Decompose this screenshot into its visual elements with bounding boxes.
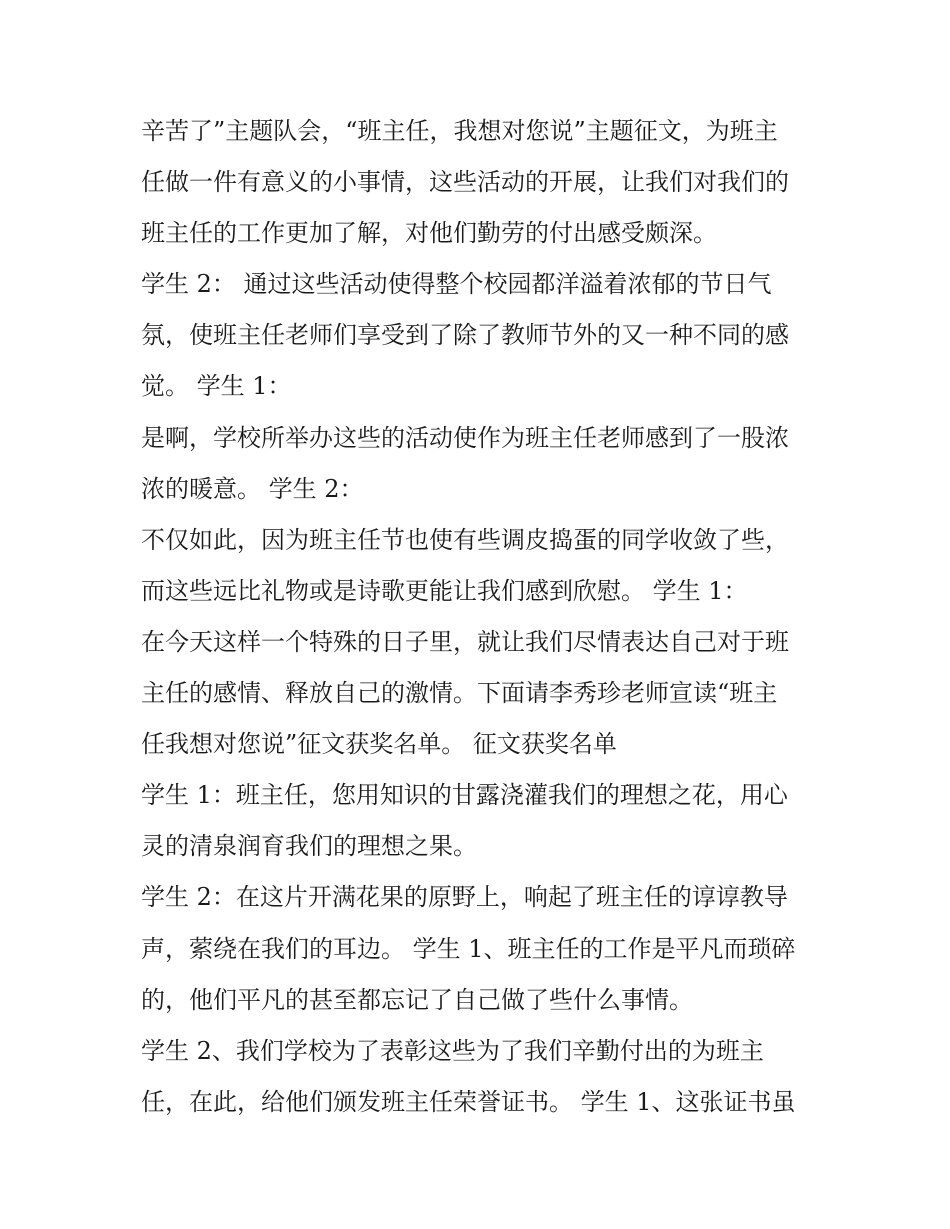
text-line: 任我想对您说”征文获奖名单。 征文获奖名单 [141, 730, 617, 759]
text-line: 是啊，学校所举办这些的活动使作为班主任老师感到了一股浓 [141, 423, 789, 452]
text-line: 而这些远比礼物或是诗歌更能让我们感到欣慰。 学生 1： [141, 576, 748, 605]
text-line: 的，他们平凡的甚至都忘记了自己做了些什么事情。 [141, 985, 693, 1014]
text-line: 班主任的工作更加了解，对他们勤劳的付出感受颇深。 [141, 219, 717, 248]
text-line: 声，萦绕在我们的耳边。 学生 1、班主任的工作是平凡而琐碎 [141, 934, 796, 963]
document-body [141, 106, 813, 1128]
text-line: 不仅如此，因为班主任节也使有些调皮捣蛋的同学收敛了些， [141, 525, 789, 554]
text-line: 学生 2、我们学校为了表彰这些为了我们辛勤付出的为班主 [141, 1036, 764, 1065]
text-line: 任做一件有意义的小事情，这些活动的开展，让我们对我们的 [141, 168, 789, 197]
text-line: 辛苦了”主题队会，“班主任，我想对您说”主题征文，为班主 [141, 117, 778, 145]
text-line: 在今天这样一个特殊的日子里，就让我们尽情表达自己对于班 [141, 627, 789, 656]
text-line: 任，在此，给他们颁发班主任荣誉证书。 学生 1、这张证书虽 [141, 1087, 796, 1116]
text-line: 主任的感情、释放自己的激情。下面请李秀珍老师宣读“班主 [141, 679, 778, 708]
text-line: 学生 2：在这片开满花果的原野上，响起了班主任的谆谆教导 [141, 883, 788, 912]
text-line: 灵的清泉润育我们的理想之果。 [141, 832, 477, 861]
text-line: 学生 2： 通过这些活动使得整个校园都洋溢着浓郁的节日气 [141, 270, 772, 299]
text-line: 学生 1：班主任，您用知识的甘露浇灌我们的理想之花，用心 [141, 781, 788, 810]
text-line: 浓的暖意。 学生 2： [141, 474, 364, 503]
text-line: 觉。 学生 1： [141, 372, 292, 401]
text-line: 氛，使班主任老师们享受到了除了教师节外的又一种不同的感 [141, 321, 789, 350]
